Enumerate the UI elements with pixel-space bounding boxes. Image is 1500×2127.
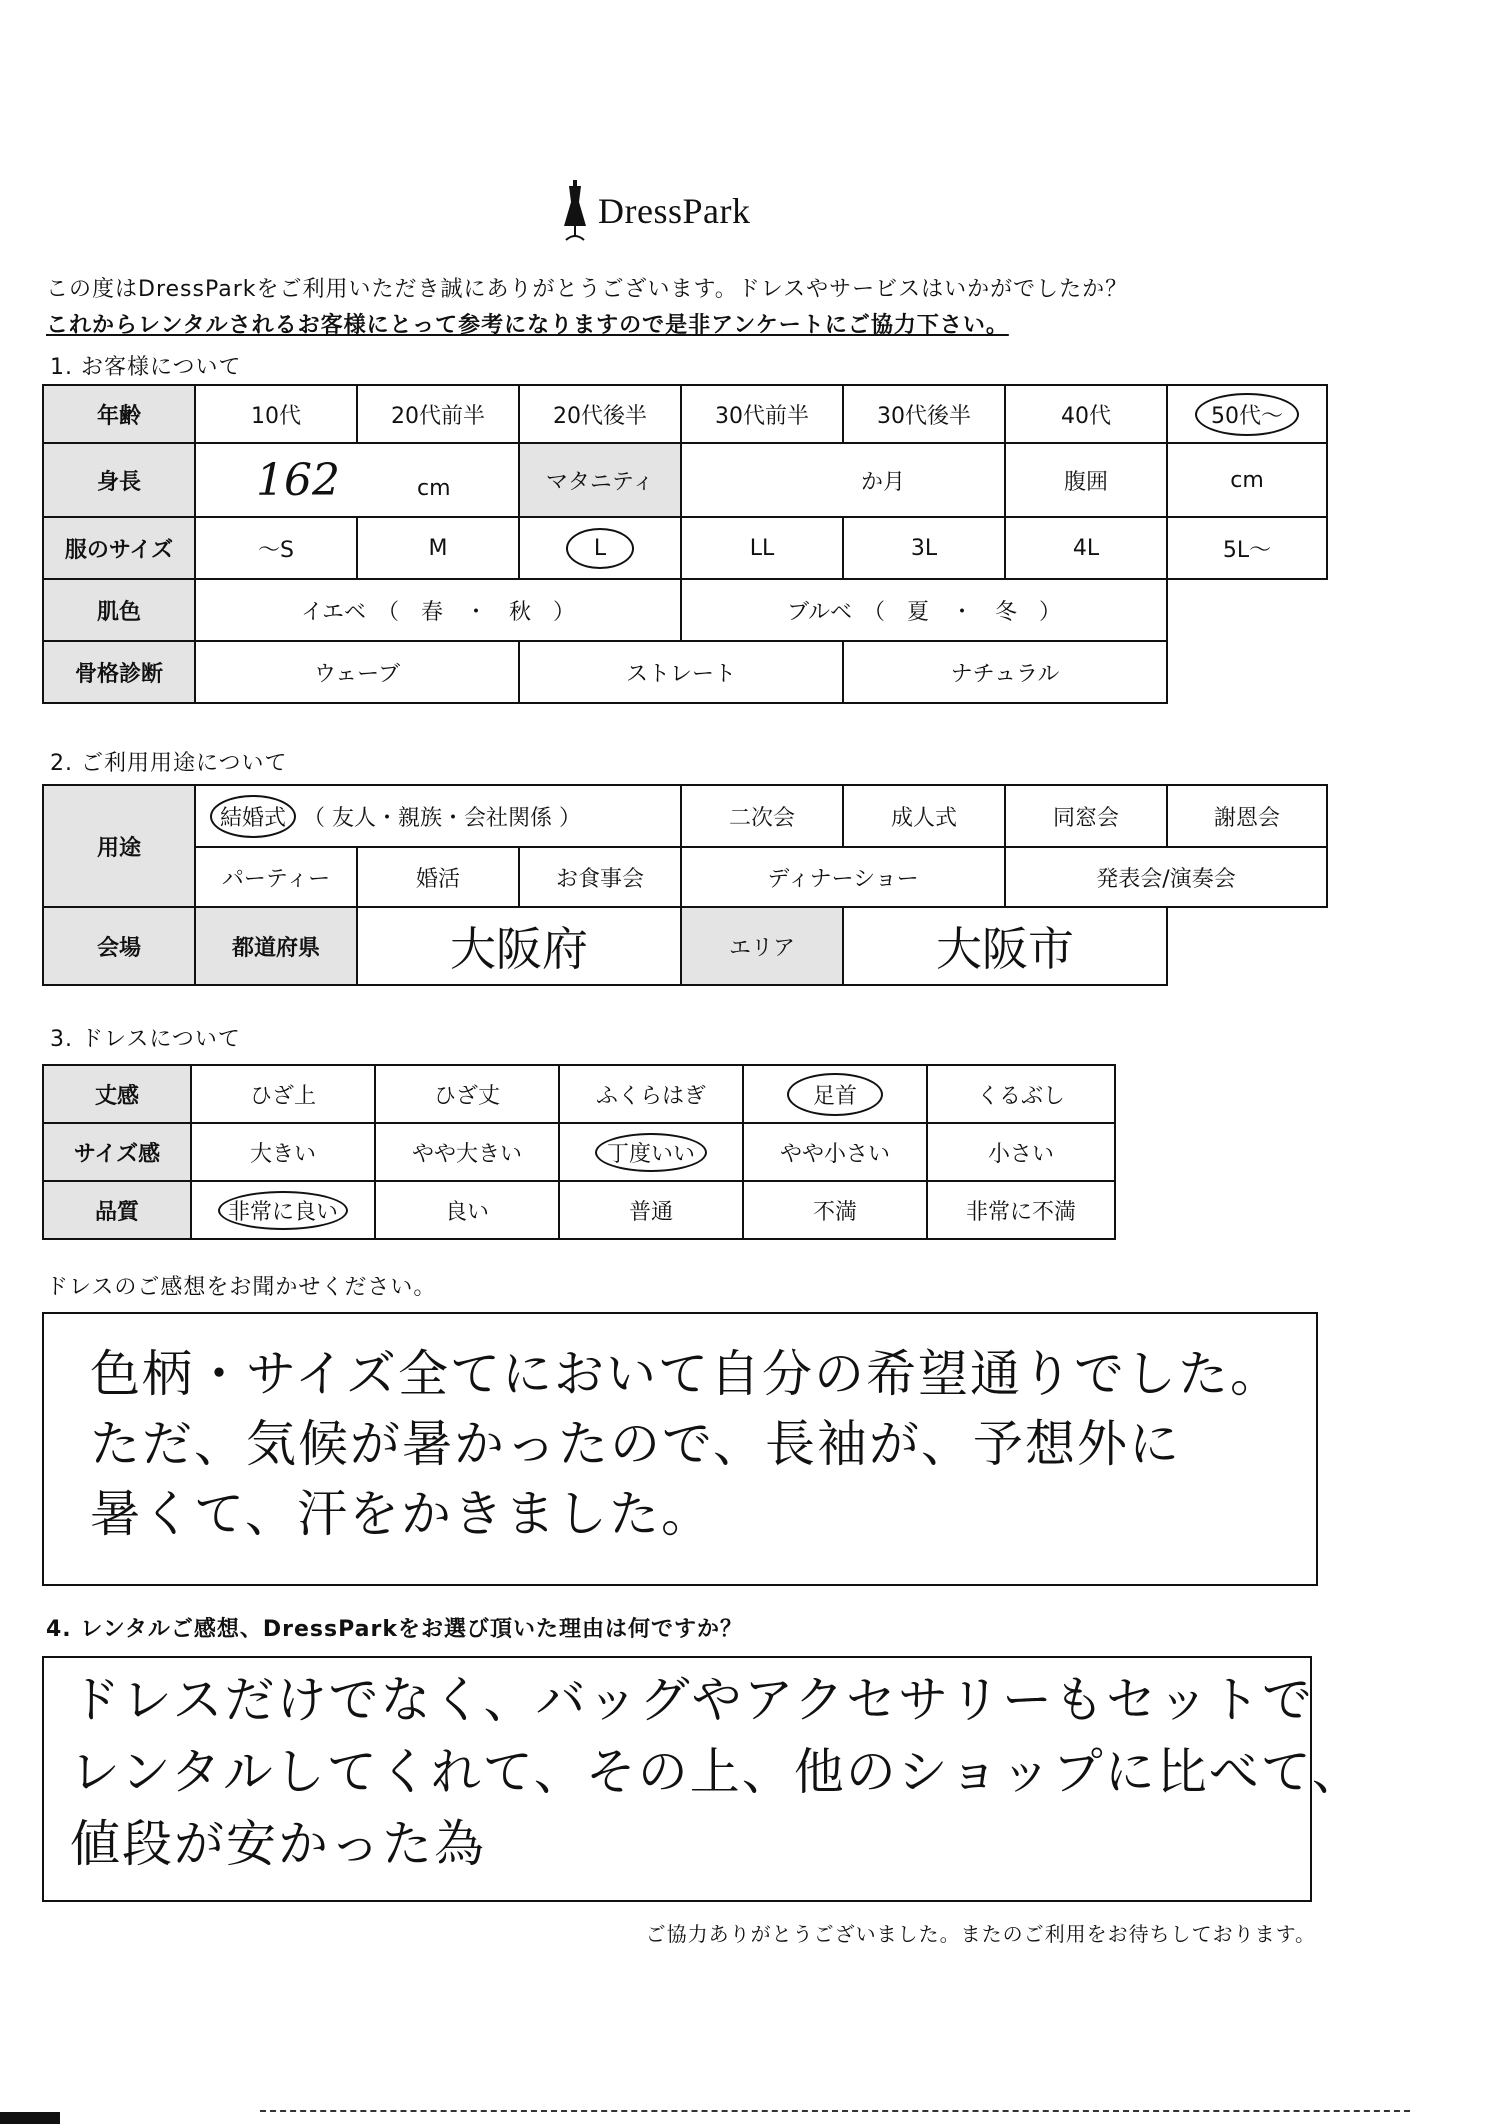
customer-table [42, 384, 1328, 704]
prefecture-label: 都道府県 [195, 907, 357, 985]
answer-line: レンタルしてくれて、その上、他のショップに比べて、 [70, 1743, 1364, 1801]
skin-label: 肌色 [43, 579, 195, 641]
length-option[interactable]: くるぶし [927, 1065, 1115, 1123]
bone-option[interactable]: ストレート [519, 641, 843, 703]
quality-option-selected[interactable] [191, 1181, 375, 1239]
purpose-option[interactable]: パーティー [195, 847, 357, 907]
purpose-option[interactable]: 同窓会 [1005, 785, 1167, 847]
purpose-option[interactable]: ディナーショー [681, 847, 1005, 907]
fit-option[interactable]: 大きい [191, 1123, 375, 1181]
height-value: 162 [256, 454, 340, 506]
venue-label: 会場 [43, 907, 195, 985]
size-option[interactable]: 5L～ [1167, 517, 1327, 579]
age-selected-circle: 50代～ [1195, 393, 1299, 436]
quality-selected-circle: 非常に良い [218, 1191, 348, 1230]
purpose-option[interactable]: 成人式 [843, 785, 1005, 847]
size-option[interactable]: 4L [1005, 517, 1167, 579]
dress-row-fit [43, 1123, 1115, 1181]
dress-row-label: 丈感 [43, 1065, 191, 1123]
age-option[interactable]: 30代後半 [843, 385, 1005, 443]
purpose-option[interactable]: 二次会 [681, 785, 843, 847]
prefecture-value[interactable]: 大阪府 [357, 907, 681, 985]
comment-line: 暑くて、汗をかきました。 [90, 1485, 713, 1543]
quality-option[interactable]: 不満 [743, 1181, 927, 1239]
purpose-option[interactable]: 婚活 [357, 847, 519, 907]
purpose-option[interactable]: 謝恩会 [1167, 785, 1327, 847]
height-unit: cm [416, 475, 451, 501]
section2-title: 2. ご利用用途について [50, 751, 288, 776]
fit-option[interactable]: やや小さい [743, 1123, 927, 1181]
area-value[interactable]: 大阪市 [843, 907, 1167, 985]
usage-table [42, 784, 1328, 986]
comment-line: ただ、気候が暑かったので、長袖が、予想外に [90, 1415, 1181, 1473]
section4-title: 4. レンタルご感想、DressParkをお選び頂いた理由は何ですか？ [46, 1617, 743, 1642]
length-option-selected[interactable] [743, 1065, 927, 1123]
intro-line-2: これからレンタルされるお客様にとって参考になりますので是非アンケートにご協力下さい。 [46, 313, 1009, 338]
size-option[interactable]: 3L [843, 517, 1005, 579]
reason-answer-box[interactable] [42, 1656, 1364, 1902]
dress-table [42, 1064, 1116, 1240]
age-row [43, 385, 1327, 443]
length-option[interactable]: ひざ丈 [375, 1065, 559, 1123]
purpose-option[interactable]: お食事会 [519, 847, 681, 907]
size-option-selected[interactable] [519, 517, 681, 579]
age-option[interactable]: 40代 [1005, 385, 1167, 443]
months-field[interactable]: か月 [681, 443, 1005, 517]
purpose-label: 用途 [43, 785, 195, 907]
venue-row [43, 907, 1327, 985]
dress-row-label: サイズ感 [43, 1123, 191, 1181]
section3-title: 3. ドレスについて [50, 1027, 241, 1052]
wedding-subtext: （ 友人・親族・会社関係 ） [303, 805, 582, 831]
wedding-option[interactable] [195, 785, 681, 847]
maternity-label: マタニティ [519, 443, 681, 517]
quality-option[interactable]: 良い [375, 1181, 559, 1239]
purpose-option[interactable]: 発表会/演奏会 [1005, 847, 1327, 907]
dress-row-length [43, 1065, 1115, 1123]
purpose-row-2 [43, 847, 1327, 907]
fit-selected-circle: 丁度いい [595, 1133, 707, 1172]
size-selected-circle: L [566, 528, 634, 569]
age-option[interactable]: 20代前半 [357, 385, 519, 443]
wedding-selected-circle: 結婚式 [210, 795, 296, 838]
intro-line-1: この度はDressParkをご利用いただき誠にありがとうございます。ドレスやサービスはいかがでしたか？ [46, 277, 1129, 302]
length-selected-circle: 足首 [787, 1073, 883, 1116]
length-option[interactable]: ふくらはぎ [559, 1065, 743, 1123]
skin-row [43, 579, 1327, 641]
quality-option[interactable]: 普通 [559, 1181, 743, 1239]
purpose-row-1 [43, 785, 1327, 847]
fit-option[interactable]: やや大きい [375, 1123, 559, 1181]
skin-option-yellow[interactable]: イエベ （ 春 ・ 秋 ） [195, 579, 681, 641]
age-option[interactable]: 20代後半 [519, 385, 681, 443]
age-option[interactable]: 10代 [195, 385, 357, 443]
size-option[interactable]: ～S [195, 517, 357, 579]
comment-line: 色柄・サイズ全てにおいて自分の希望通りでした。 [90, 1345, 1282, 1403]
age-label: 年齢 [43, 385, 195, 443]
dresspark-logo [560, 172, 820, 252]
dress-comment-box[interactable] [42, 1312, 1318, 1586]
brand-name: DressPark [598, 191, 751, 231]
dress-comment-prompt: ドレスのご感想をお聞かせください。 [46, 1275, 437, 1300]
height-row [43, 443, 1327, 517]
bone-option[interactable]: ウェーブ [195, 641, 519, 703]
waist-unit[interactable]: cm [1167, 443, 1327, 517]
dress-form-icon [560, 180, 590, 242]
fit-option-selected[interactable] [559, 1123, 743, 1181]
size-label: 服のサイズ [43, 517, 195, 579]
fit-option[interactable]: 小さい [927, 1123, 1115, 1181]
age-option[interactable]: 30代前半 [681, 385, 843, 443]
height-label: 身長 [43, 443, 195, 517]
bone-option[interactable]: ナチュラル [843, 641, 1167, 703]
footer-thanks: ご協力ありがとうございました。またのご利用をお待ちしております。 [645, 1922, 1316, 1946]
bone-row [43, 641, 1327, 703]
quality-option[interactable]: 非常に不満 [927, 1181, 1115, 1239]
dress-row-quality [43, 1181, 1115, 1239]
size-option[interactable]: LL [681, 517, 843, 579]
length-option[interactable]: ひざ上 [191, 1065, 375, 1123]
answer-line: 値段が安かった為 [70, 1815, 486, 1873]
dress-row-label: 品質 [43, 1181, 191, 1239]
scan-edge-mark [0, 2112, 60, 2124]
section1-title: 1. お客様について [50, 355, 242, 380]
bone-label: 骨格診断 [43, 641, 195, 703]
waist-label: 腹囲 [1005, 443, 1167, 517]
bottom-divider [260, 2110, 1410, 2112]
height-field[interactable] [195, 443, 519, 517]
skin-option-blue[interactable]: ブルベ （ 夏 ・ 冬 ） [681, 579, 1167, 641]
age-option-selected[interactable] [1167, 385, 1327, 443]
answer-line: ドレスだけでなく、バッグやアクセサリーもセットで [70, 1671, 1314, 1729]
area-label: エリア [681, 907, 843, 985]
size-option[interactable]: M [357, 517, 519, 579]
size-row [43, 517, 1327, 579]
